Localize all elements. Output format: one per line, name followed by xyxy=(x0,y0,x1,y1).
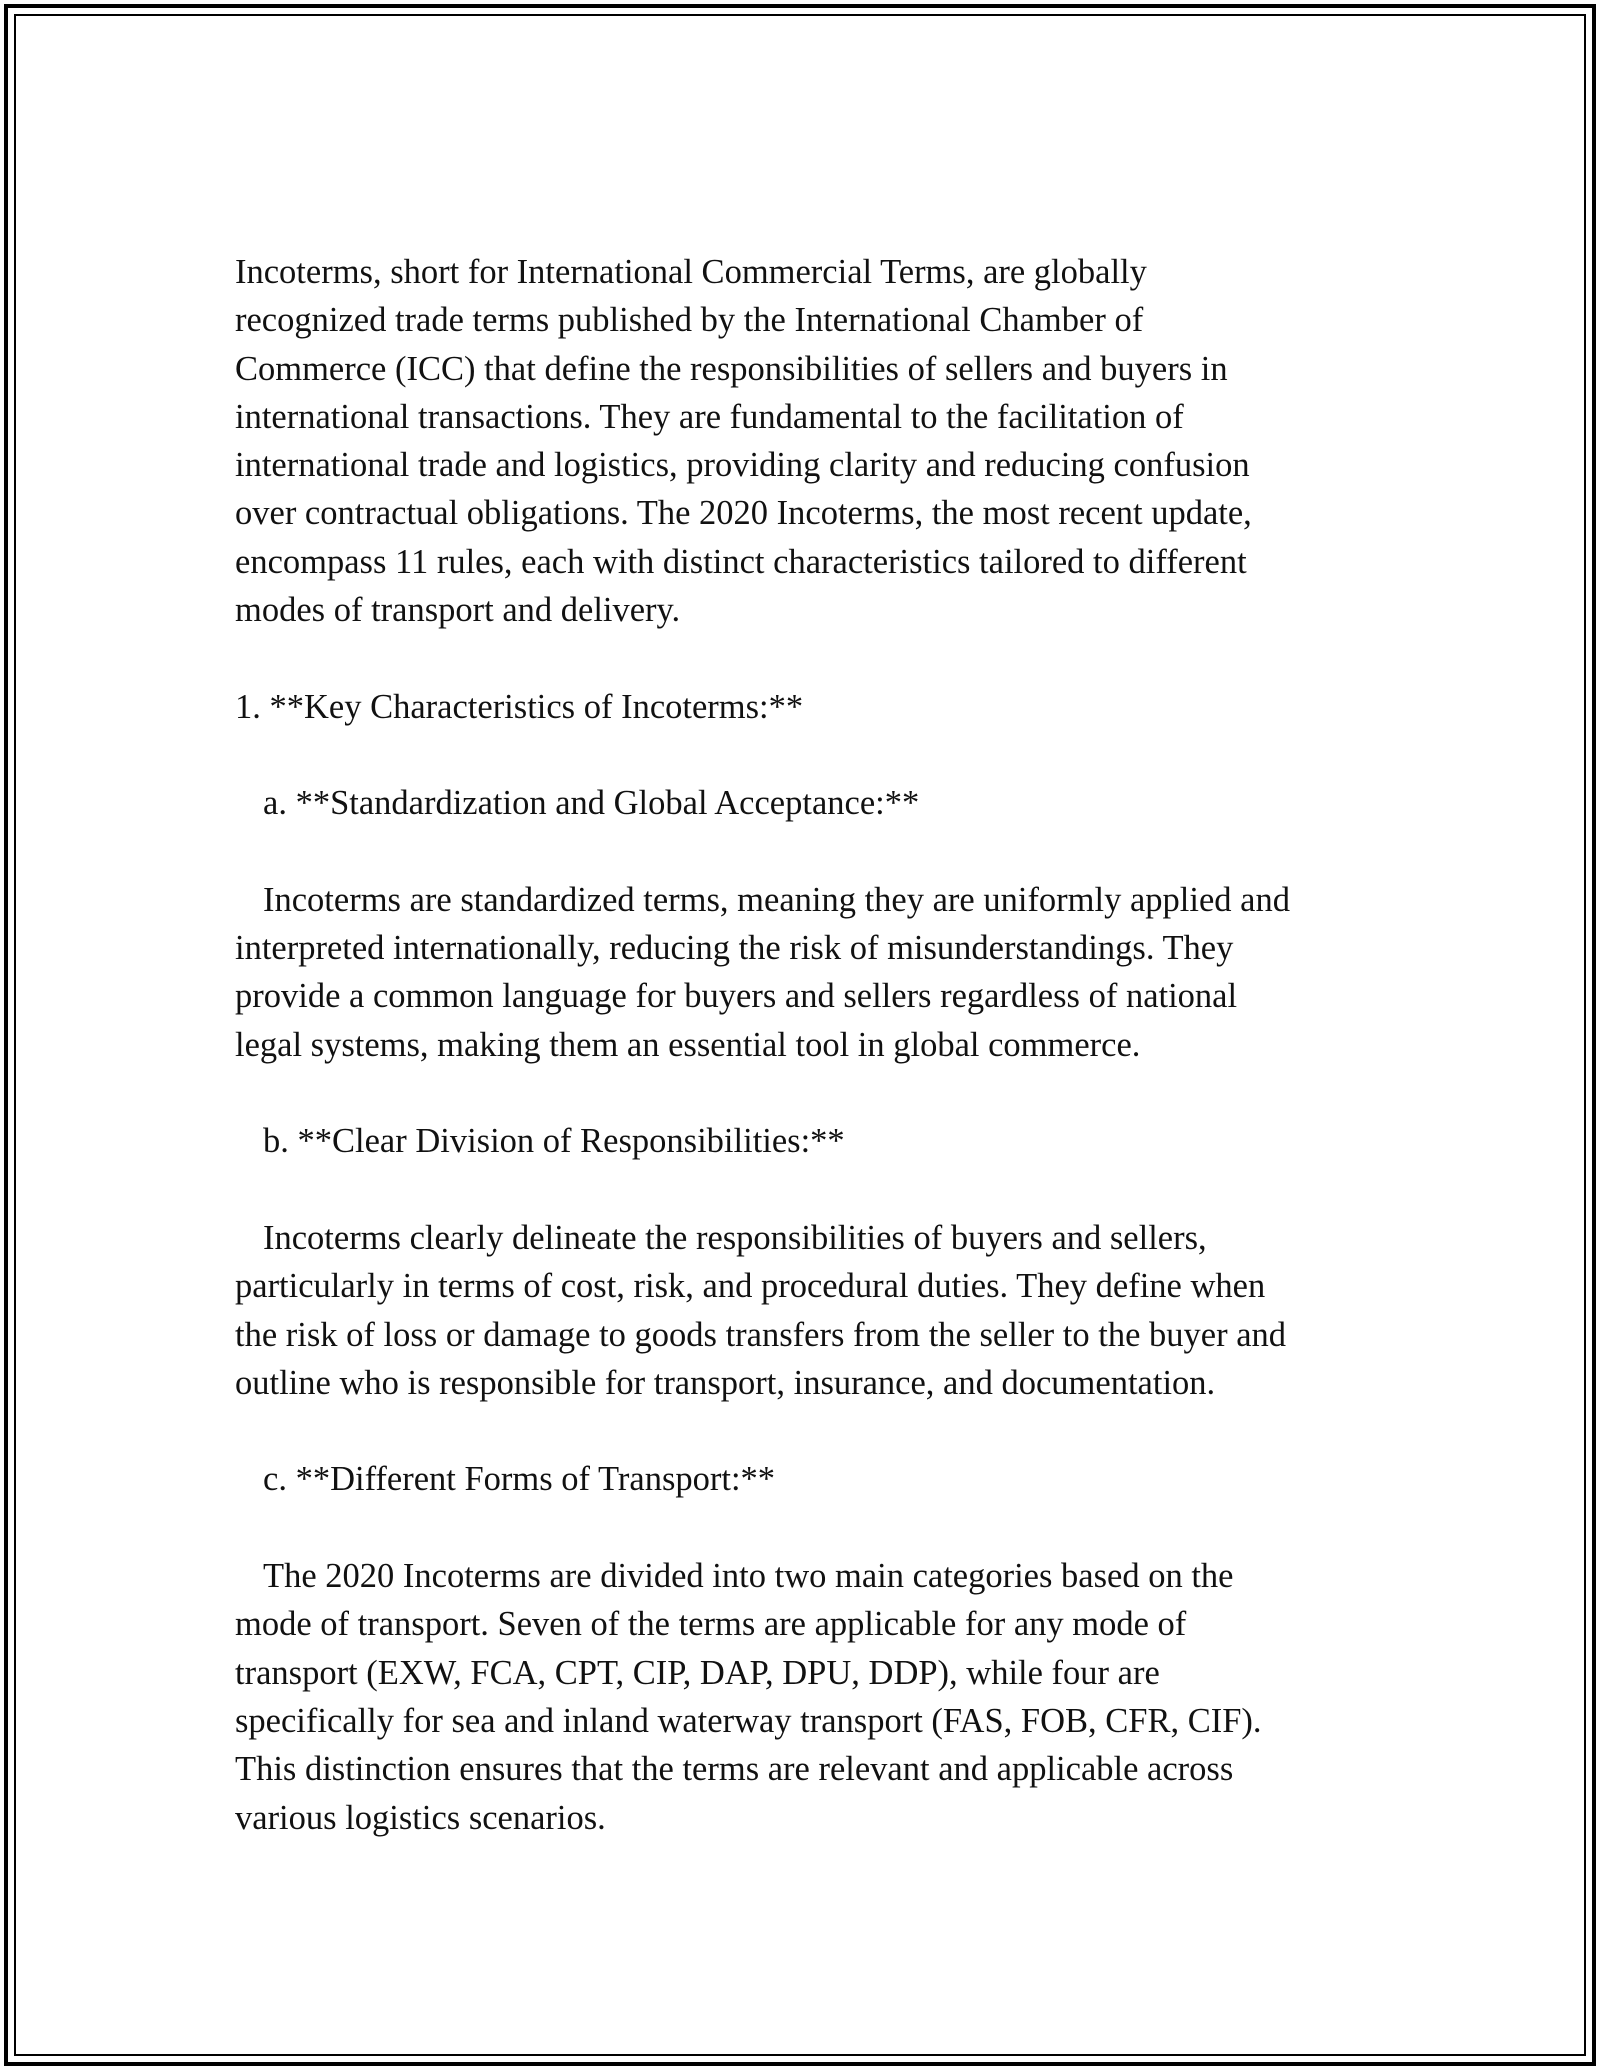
text-line: This distinction ensures that the terms are relevant and applicable across xyxy=(235,1750,1234,1789)
subsection-heading-b: b. **Clear Division of Responsibilities:** xyxy=(263,1122,845,1161)
text-line: recognized trade terms published by the International Chamber of xyxy=(235,301,1144,340)
text-line: legal systems, making them an essential tool in global commerce. xyxy=(235,1025,1141,1064)
subsection-heading-a: a. **Standardization and Global Acceptance:** xyxy=(263,784,920,823)
text-line: Incoterms clearly delineate the responsibilities of buyers and sellers, xyxy=(263,1218,1207,1257)
text-line: The 2020 Incoterms are divided into two main categories based on the xyxy=(263,1557,1234,1596)
document-body xyxy=(235,248,1375,1890)
text-line: provide a common language for buyers and sellers regardless of national xyxy=(235,977,1238,1016)
text-line: various logistics scenarios. xyxy=(235,1798,606,1837)
intro-paragraph xyxy=(235,248,1375,634)
text-line: mode of transport. Seven of the terms are applicable for any mode of xyxy=(235,1605,1187,1644)
text-line: Incoterms are standardized terms, meaning they are uniformly applied and xyxy=(263,880,1290,919)
subsection-paragraph-c xyxy=(235,1552,1375,1842)
section-heading: 1. **Key Characteristics of Incoterms:** xyxy=(235,687,804,726)
subsection-paragraph-a xyxy=(235,876,1375,1069)
text-line: transport (EXW, FCA, CPT, CIP, DAP, DPU, DDP), while four are xyxy=(235,1653,1160,1692)
text-line: Commerce (ICC) that define the responsibilities of sellers and buyers in xyxy=(235,349,1228,388)
subsection-heading-c: c. **Different Forms of Transport:** xyxy=(263,1460,776,1499)
text-line: particularly in terms of cost, risk, and procedural duties. They define when xyxy=(235,1267,1266,1306)
text-line: over contractual obligations. The 2020 Incoterms, the most recent update, xyxy=(235,494,1252,533)
text-line: interpreted internationally, reducing the risk of misunderstandings. They xyxy=(235,929,1234,968)
text-line: Incoterms, short for International Commercial Terms, are globally xyxy=(235,253,1147,291)
subsection-paragraph-b xyxy=(235,1214,1375,1407)
text-line: encompass 11 rules, each with distinct characteristics tailored to different xyxy=(235,542,1247,581)
text-line: the risk of loss or damage to goods transfers from the seller to the buyer and xyxy=(235,1315,1287,1354)
text-line: specifically for sea and inland waterway transport (FAS, FOB, CFR, CIF). xyxy=(235,1701,1262,1740)
text-line: outline who is responsible for transport, insurance, and documentation. xyxy=(235,1363,1216,1402)
text-line: international trade and logistics, providing clarity and reducing confusion xyxy=(235,446,1250,485)
text-line: modes of transport and delivery. xyxy=(235,591,681,630)
text-line: international transactions. They are fundamental to the facilitation of xyxy=(235,397,1184,436)
